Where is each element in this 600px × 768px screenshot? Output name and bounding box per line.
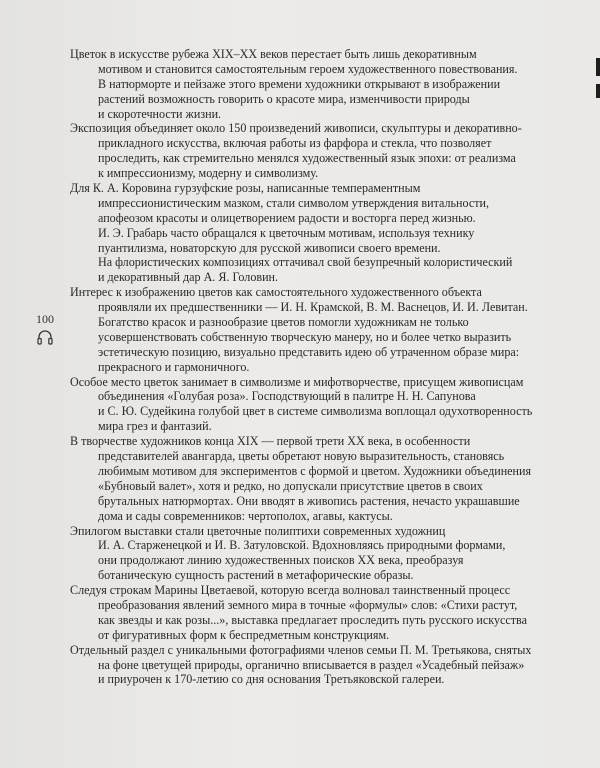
- paragraph: [70, 375, 590, 435]
- text-line: прикладного искусства, включая работы из фарфора и стекла, что позволяет: [98, 136, 492, 151]
- text-line: они продолжают линию художественных поисков XX века, преобразуя: [98, 553, 464, 568]
- text-line: как звезды и как розы...», выставка предлагает проследить путь русского искусства: [98, 612, 527, 627]
- text-line: Для К. А. Коровина гурзуфские розы, написанные темпераментным: [70, 181, 421, 196]
- text-line: проявляли их предшественники — И. Н. Крамской, В. М. Васнецов, И. И. Левитан.: [98, 300, 528, 315]
- text-line: В натюрморте и пейзаже этого времени художники открывают в изображении: [98, 76, 501, 91]
- text-line: на фоне цветущей природы, органично вписывается в раздел «Усадебный пейзаж»: [98, 657, 525, 672]
- text-line: В творчестве художников конца XIX — первой трети XX века, в особенности: [70, 434, 471, 449]
- text-line: импрессионистическим мазком, стали символом утверждения витальности,: [98, 195, 490, 210]
- page-edge-mark: [596, 84, 600, 98]
- article-body: [70, 47, 590, 687]
- text-line: Экспозиция объединяет около 150 произведений живописи, скульптуры и декоративно-: [70, 121, 522, 136]
- text-line: и скоротечности жизни.: [98, 106, 222, 121]
- text-line: Интерес к изображению цветов как самостоятельного художественного объекта: [70, 285, 482, 300]
- text-line: от фигуративных форм к беспредметным конструкциям.: [98, 627, 390, 642]
- text-line: И. А. Старженецкой и И. В. Затуловской. Вдохновляясь природными формами,: [98, 538, 506, 553]
- text-line: и приурочен к 170-летию со дня основания Третьяковской галереи.: [98, 672, 445, 687]
- text-line: мира грез и фантазий.: [98, 419, 212, 434]
- text-line: Богатство красок и разнообразие цветов помогли художникам не только: [98, 315, 469, 330]
- text-line: любимым мотивом для экспериментов с формой и цветом. Художники объединения: [98, 463, 532, 478]
- text-line: Цветок в искусстве рубежа XIX–XX веков перестает быть лишь декоративным: [70, 47, 477, 61]
- text-line: к импрессионизму, модерну и символизму.: [98, 166, 319, 181]
- text-line: И. Э. Грабарь часто обращался к цветочным мотивам, используя технику: [98, 225, 475, 240]
- text-line: прекрасного и гармоничного.: [98, 359, 250, 374]
- page-number: 100: [36, 312, 54, 326]
- text-line: Эпилогом выставки стали цветочные полиптихи современных художниц: [70, 523, 446, 538]
- text-line: ботаническую сущность растений в метафорические образы.: [98, 568, 414, 583]
- text-line: На флористических композициях оттачивал свой безупречный колористический: [98, 255, 513, 270]
- text-line: преобразования явлений земного мира в точные «формулы» слов: «Стихи растут,: [98, 597, 518, 612]
- paragraph: [70, 524, 590, 584]
- text-line: и декоративный дар А. Я. Головин.: [98, 270, 279, 285]
- text-line: мотивом и становится самостоятельным героем художественного повествования.: [98, 61, 518, 76]
- text-line: объединения «Голубая роза». Господствующий в палитре Н. Н. Сапунова: [98, 389, 476, 404]
- page-edge-mark: [596, 58, 600, 76]
- text-line: «Бубновый валет», хотя и редко, но допускали присутствие цветов в своих: [98, 478, 483, 493]
- text-line: растений возможность говорить о красоте мира, изменчивости природы: [98, 91, 470, 106]
- text-line: и С. Ю. Судейкина голубой цвет в системе символизма воплощал одухотворенность: [98, 404, 533, 419]
- paragraph: [70, 285, 590, 374]
- text-line: апофеозом красоты и олицетворением радости и восторга перед жизнью.: [98, 210, 476, 225]
- text-line: проследить, как стремительно менялся художественный язык эпохи: от реализма: [98, 151, 516, 166]
- text-line: дома и сады современников: чертополох, агавы, кактусы.: [98, 508, 393, 523]
- paragraph: [70, 643, 590, 688]
- text-line: пуантилизма, новаторскую для русской живописи своего времени.: [98, 240, 441, 255]
- paragraph: [70, 434, 590, 523]
- text-line: Следуя строкам Марины Цветаевой, которую всегда волновал таинственный процесс: [70, 583, 511, 598]
- text-line: представителей авангарда, цветы обретают новую выразительность, становясь: [98, 449, 505, 464]
- paragraph: [70, 121, 590, 181]
- headphones-icon: [36, 328, 54, 346]
- text-line: усовершенствовать собственную творческую манеру, но и более четко выразить: [98, 329, 512, 344]
- text-line: Особое место цветок занимает в символизме и мифотворчестве, присущем живописцам: [70, 374, 524, 389]
- text-line: брутальных натюрмортах. Они вводят в живопись растения, нечасто украшавшие: [98, 493, 520, 508]
- paragraph: [70, 583, 590, 643]
- text-line: Отдельный раздел с уникальными фотографиями членов семьи П. М. Третьякова, снятых: [70, 642, 532, 657]
- paragraph: [70, 181, 590, 285]
- text-line: эстетическую позицию, визуально представить идею об утраченном образе мира:: [98, 344, 520, 359]
- paragraph: [70, 47, 590, 121]
